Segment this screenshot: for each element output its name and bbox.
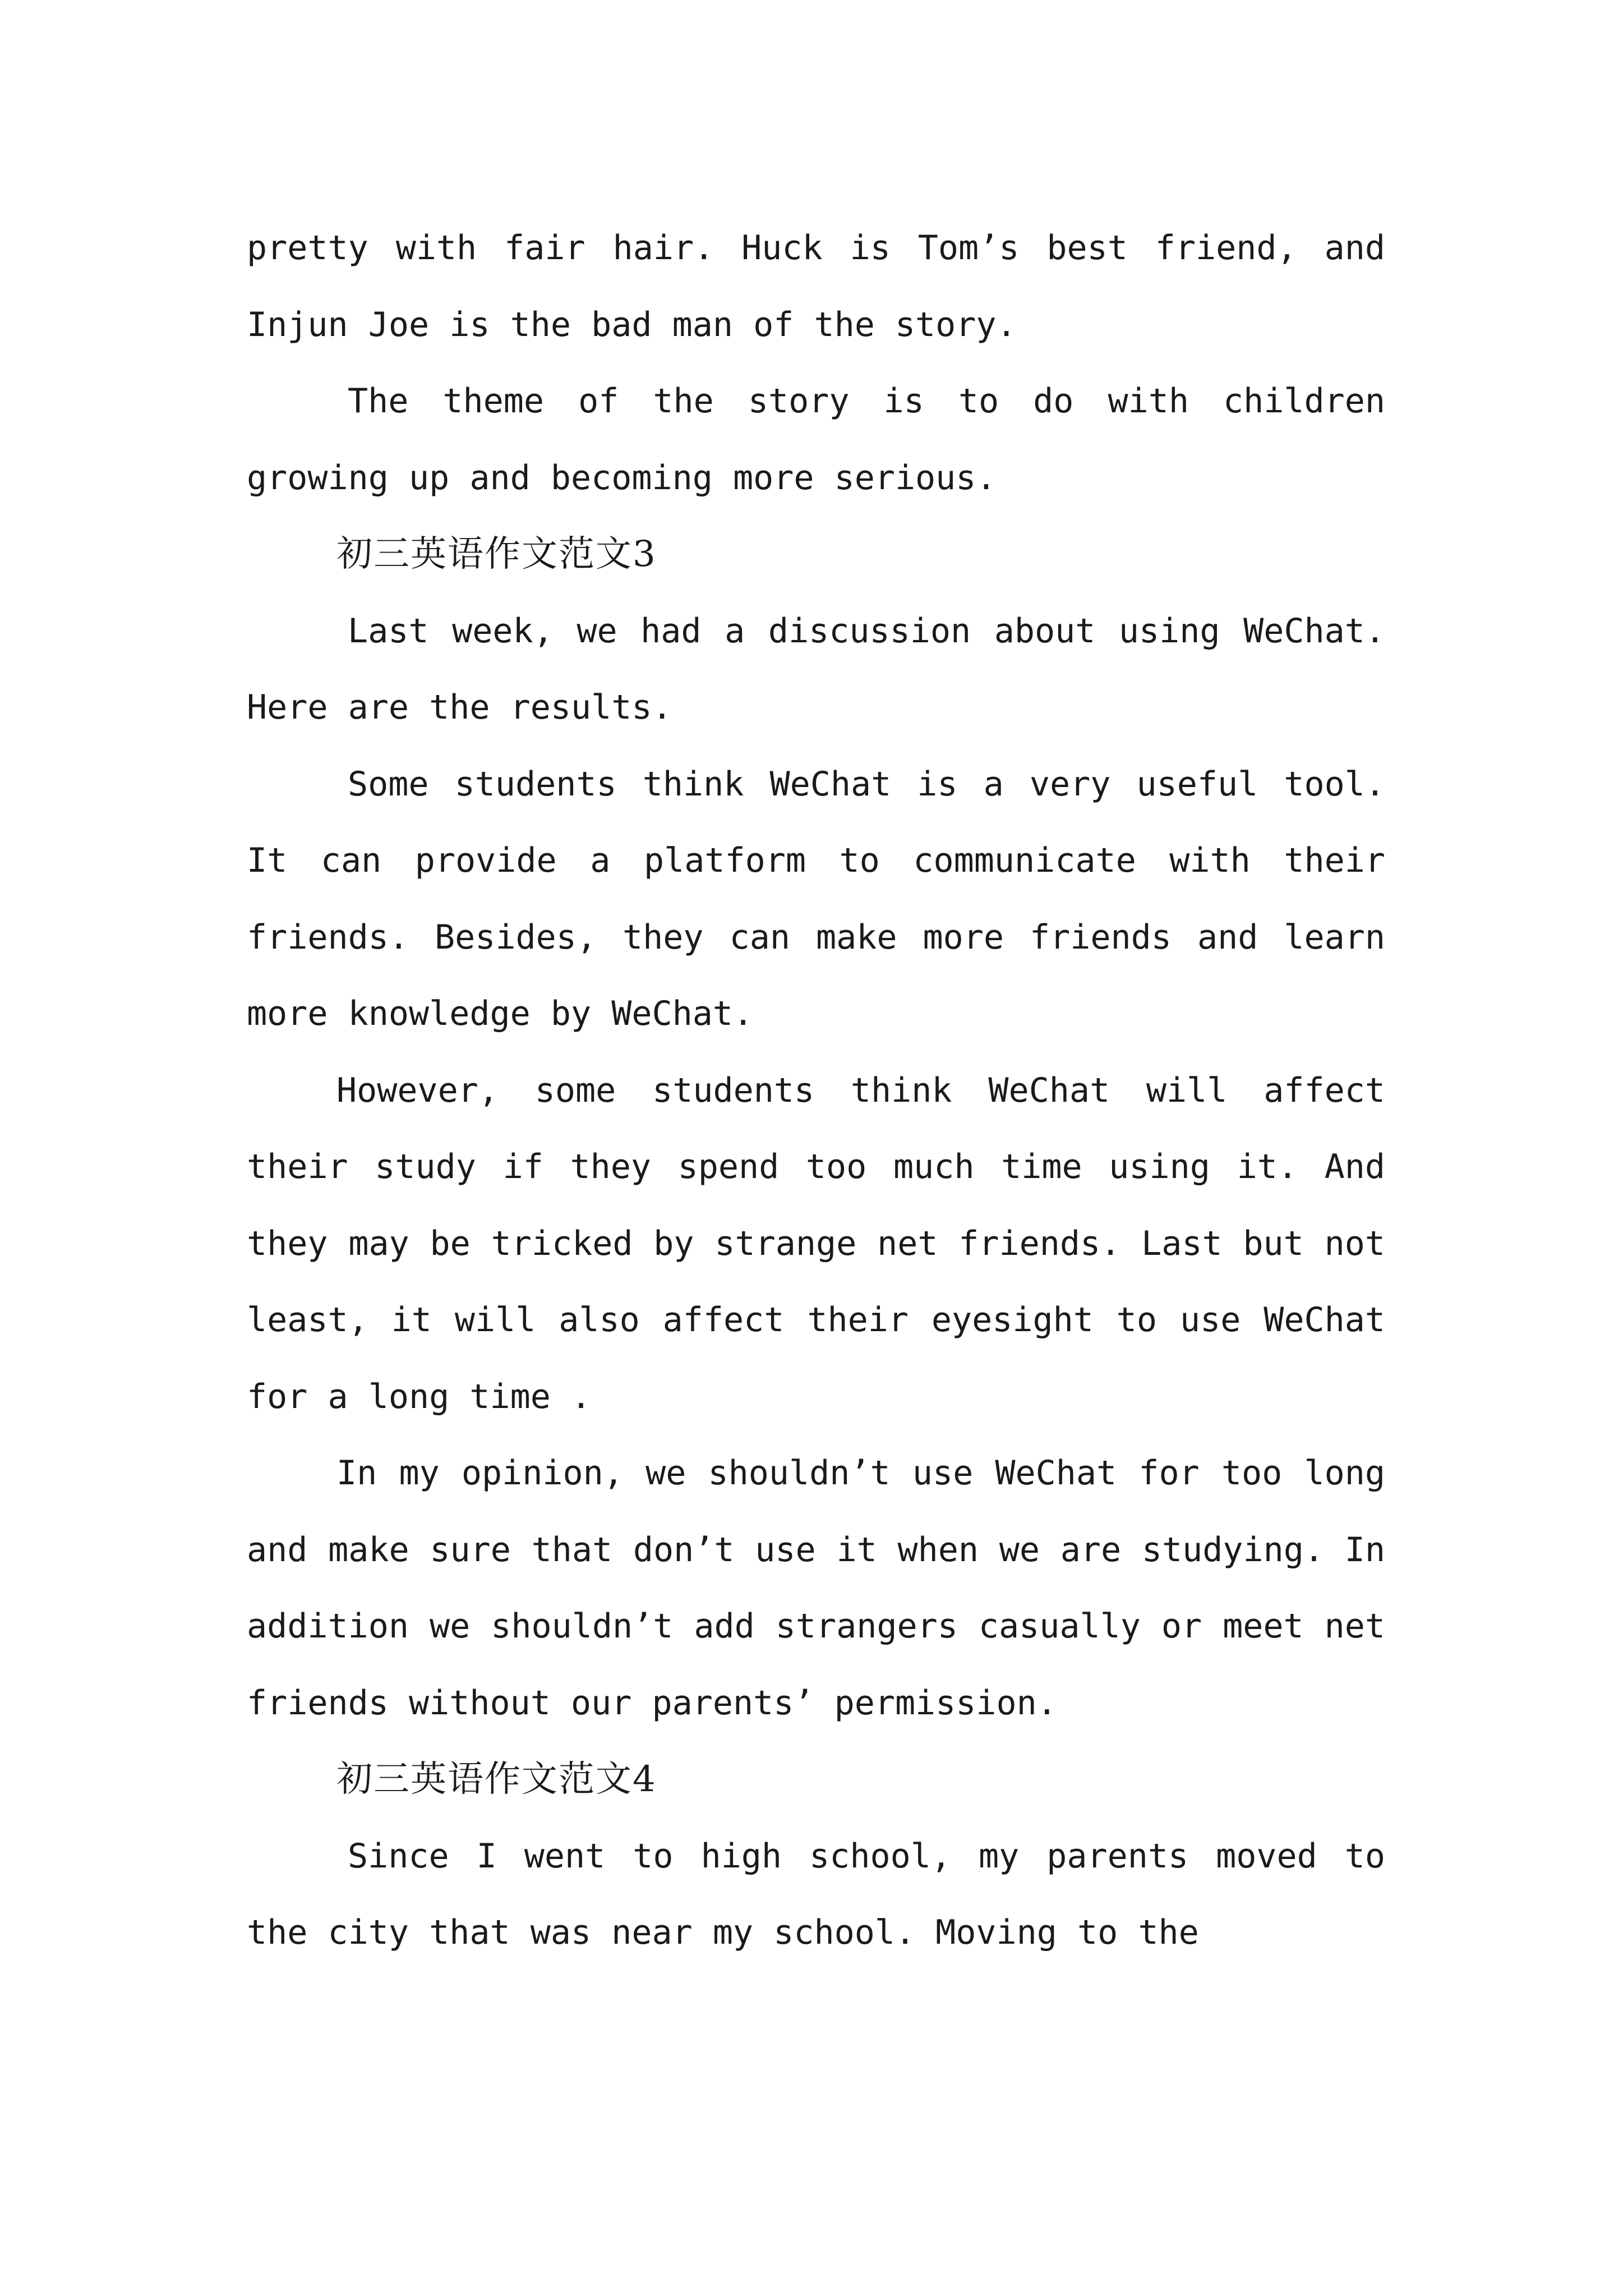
paragraph-high-school-move: Since I went to high school, my parents moved to the city that was near my school. Moving to the: [247, 1836, 1385, 1952]
paragraph-wechat-opinion: In my opinion, we shouldn’t use WeChat for too long and make sure that don’t use it when we are studying. In addition we shouldn’t add strangers casually or meet net friends without our parents’ permission.: [247, 1453, 1385, 1723]
paragraph-story-theme: The theme of the story is to do with children growing up and becoming more serious.: [247, 381, 1385, 498]
essay-heading-4: 初三英语作文范文4: [336, 1759, 657, 1800]
paragraph-wechat-drawbacks: However, some students think WeChat will affect their study if they spend too much time using it. And they may be tricked by strange net friends. Last but not least, it will also affect their eyesight to use WeChat for a long time .: [247, 1070, 1385, 1416]
paragraph-wechat-benefits: Some students think WeChat is a very useful tool. It can provide a platform to communicate with their friends. Besides, they can make more friends and learn more knowledge by WeChat.: [247, 764, 1385, 1033]
paragraph-tom-sawyer-characters: pretty with fair hair. Huck is Tom’s best friend, and Injun Joe is the bad man of the story.: [247, 228, 1385, 344]
document-body: [247, 210, 1385, 1971]
essay-heading-3: 初三英语作文范文3: [336, 533, 657, 575]
paragraph-wechat-intro: Last week, we had a discussion about using WeChat. Here are the results.: [247, 611, 1385, 727]
